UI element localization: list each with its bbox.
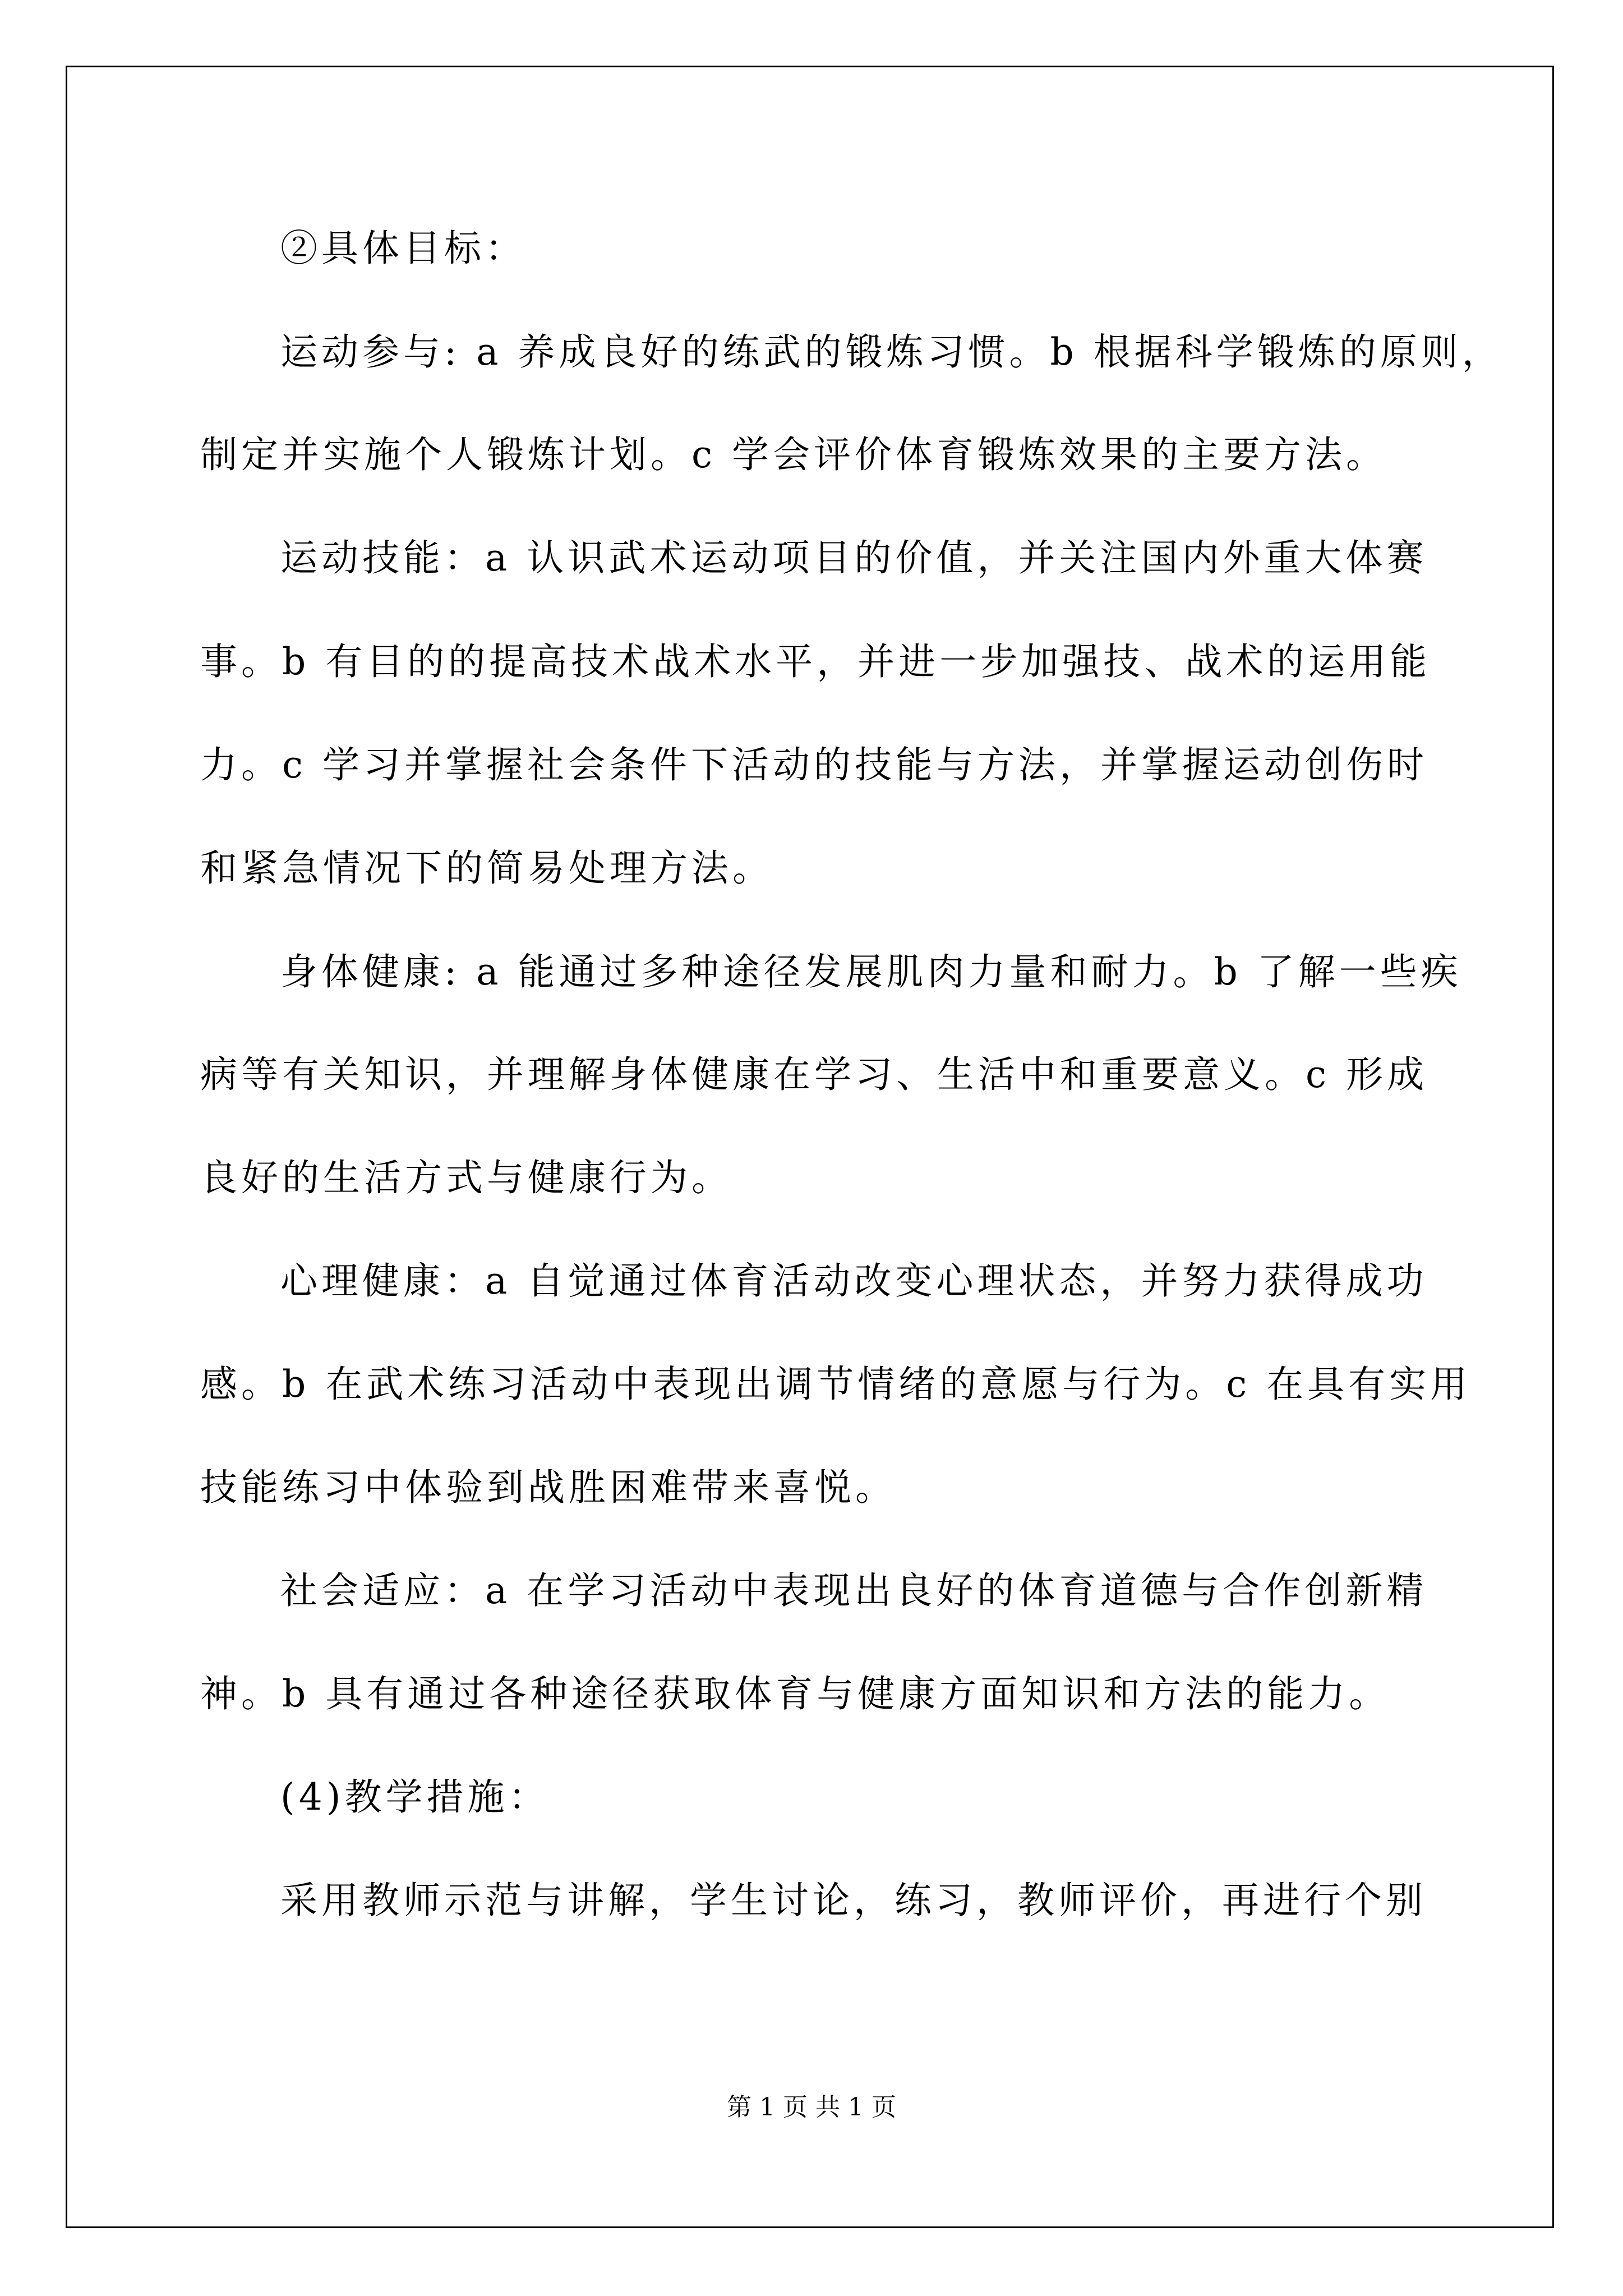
paragraph-line: 身体健康: a 能通过多种途径发展肌肉力量和耐力。b 了解一些疾	[280, 950, 1462, 993]
paragraph-line: 社会适应：a 在学习活动中表现出良好的体育道德与合作创新精	[280, 1569, 1428, 1612]
paragraph-line: 感。b 在武术练习活动中表现出调节情绪的意愿与行为。c 在具有实用	[200, 1363, 1472, 1406]
paragraph-line: 和紧急情况下的简易处理方法。	[200, 846, 773, 890]
paragraph-line: 运动技能：a 认识武术运动项目的价值，并关注国内外重大体赛	[280, 536, 1428, 579]
paragraph-line: 病等有关知识，并理解身体健康在学习、生活中和重要意义。c 形成	[200, 1053, 1428, 1096]
paragraph-line: 神。b 具有通过各种途径获取体育与健康方面知识和方法的能力。	[200, 1672, 1390, 1715]
paragraph-line: 事。b 有目的的提高技术战术水平，并进一步加强技、战术的运用能	[200, 640, 1431, 683]
teaching-measures-heading: (4)教学措施：	[280, 1775, 550, 1819]
paragraph-line: 心理健康：a 自觉通过体育活动改变心理状态，并努力获得成功	[280, 1259, 1428, 1303]
page-number: 第 1 页 共 1 页	[727, 2093, 896, 2122]
paragraph-line: 技能练习中体验到战胜困难带来喜悦。	[200, 1466, 896, 1509]
paragraph-line: 运动参与: a 养成良好的练武的锻炼习惯。b 根据科学锻炼的原则，	[280, 330, 1503, 374]
paragraph-line: 良好的生活方式与健康行为。	[200, 1156, 732, 1199]
paragraph-line: 采用教师示范与讲解，学生讨论，练习，教师评价，再进行个别	[280, 1879, 1427, 1922]
paragraph-line: 力。c 学习并掌握社会条件下活动的技能与方法，并掌握运动创伤时	[200, 743, 1428, 786]
paragraph-line: 制定并实施个人锻炼计划。c 学会评价体育锻炼效果的主要方法。	[200, 433, 1387, 476]
specific-goals-heading: ②具体目标：	[280, 227, 526, 270]
